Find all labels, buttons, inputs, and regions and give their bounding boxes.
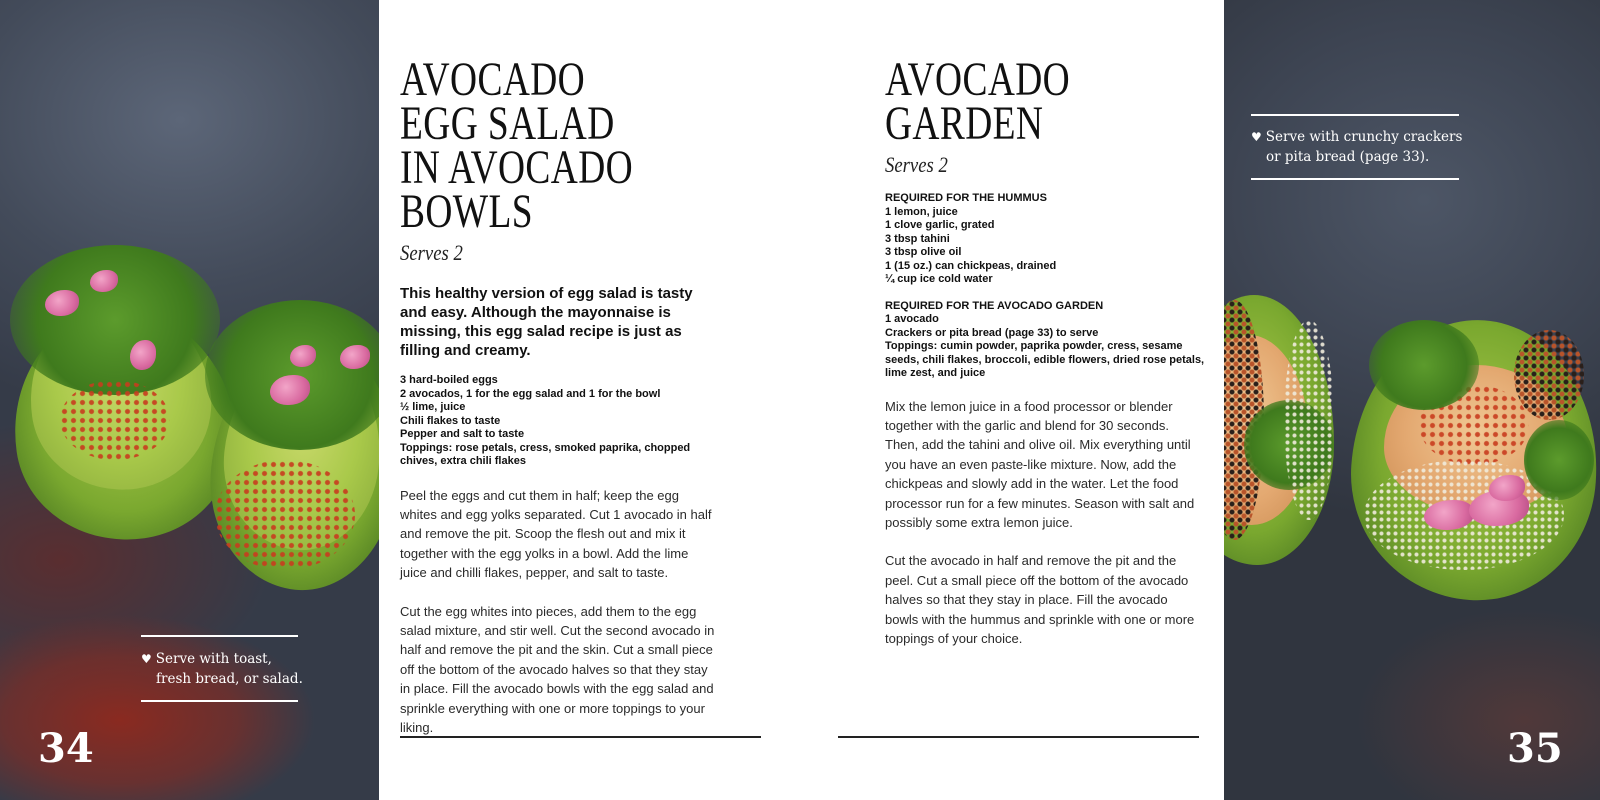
right-recipe-page: [809, 0, 1224, 800]
ingredient-item: 1 clove garlic, grated: [885, 219, 995, 231]
cress-topping-image: [1369, 320, 1479, 410]
heart-icon: ♥: [1251, 130, 1262, 144]
ingredient-item: 3 hard-boiled eggs: [400, 374, 498, 386]
ingredient-item: Toppings: cumin powder, paprika powder, cress, sesame seeds, chili flakes, broccoli, edible flowers, dried rose petals, lime zest, and juice: [885, 340, 1205, 379]
method-step: Cut the egg whites into pieces, add them to the egg salad mixture, and stir well. Cut the second avocado in half and remove the pit and the skin. Cut a small piece off the bottom of the avocado halves so that they stay in place. Fill the avocado bowls with the egg salad and sprinkle everything with one or more toppings to your liking.: [400, 603, 715, 735]
title-line: EGG SALAD: [400, 97, 615, 150]
ingredient-item: ¼ cup ice cold water: [885, 273, 993, 285]
ingredient-item: 3 tbsp tahini: [885, 232, 950, 245]
ingredient-item: Toppings: rose petals, cress, smoked paprika, chopped chives, extra chili flakes: [400, 441, 691, 467]
tip-line: Serve with crunchy crackers: [1265, 129, 1463, 145]
method-step: Mix the lemon juice in a food processor or blender together with the garlic and blend for 30 seconds. Then, add the tahini and olive oil. Mix everything until you have an even paste-like mixture. Now, add the chickpeas and slowly add in the water. Let the food processor run for a few minutes. Season with salt and possibly some extra lemon juice.: [885, 398, 1195, 530]
ingredient-item: 1 avocado: [885, 313, 939, 325]
hummus-ingredient-list: [885, 192, 1205, 287]
left-photo-egg-salad-avocados: [0, 0, 379, 800]
serves-count: Serves 2: [400, 240, 463, 265]
title-line: BOWLS: [400, 185, 533, 238]
broccoli-topping-image: [1524, 420, 1594, 500]
cress-topping-image: [10, 245, 220, 395]
page-bottom-rule: [400, 736, 761, 738]
title-line: IN AVOCADO: [400, 141, 634, 194]
title-line: AVOCADO: [400, 53, 586, 106]
title-line: GARDEN: [885, 97, 1044, 150]
tip-top-rule: [141, 635, 298, 637]
ingredient-item: 3 tbsp olive oil: [885, 246, 962, 258]
hummus-heading: REQUIRED FOR THE HUMMUS: [885, 192, 1047, 204]
ingredient-item: 1 lemon, juice: [885, 205, 958, 218]
ingredient-item: ½ lime, juice: [400, 401, 466, 413]
right-photo-avocado-garden: [1224, 0, 1600, 800]
garden-ingredient-list: [885, 300, 1205, 381]
ingredient-item: Chili flakes to taste: [400, 414, 501, 427]
sesame-topping-image: [1284, 320, 1334, 520]
garden-heading: REQUIRED FOR THE AVOCADO GARDEN: [885, 299, 1104, 312]
tip-bottom-rule: [1251, 178, 1459, 180]
serving-tip: [141, 649, 311, 689]
method-step: Peel the eggs and cut them in half; keep the egg whites and egg yolks separated. Cut 1 avocado in half and remove the pit. Scoop the flesh out and mix it together with the egg yolks in a bowl. Add the lime juice and chilli flakes, pepper, and salt to taste.: [400, 487, 712, 581]
tip-line: or pita bread (page 33).: [1266, 149, 1430, 165]
ingredient-list: [400, 374, 720, 469]
ingredient-item: Pepper and salt to taste: [400, 428, 525, 440]
recipe-intro: This healthy version of egg salad is tasty and easy. Although the mayonnaise is missing, this egg salad recipe is just as filling and creamy.: [400, 285, 693, 359]
serves-count: Serves 2: [885, 152, 948, 177]
ingredient-item: 1 (15 oz.) can chickpeas, drained: [885, 259, 1057, 272]
chili-flakes-image: [60, 380, 170, 460]
recipe-title: [400, 53, 809, 238]
ingredient-item: Crackers or pita bread (page 33) to serve: [885, 326, 1099, 339]
page-bottom-rule: [838, 736, 1199, 738]
ingredient-item: 2 avocados, 1 for the egg salad and 1 for the bowl: [400, 387, 661, 400]
page-number: 34: [38, 725, 94, 772]
tip-bottom-rule: [141, 700, 298, 702]
left-recipe-page: [379, 0, 809, 800]
tip-line: fresh bread, or salad.: [156, 671, 303, 687]
tip-line: Serve with toast,: [155, 651, 272, 667]
recipe-title: [885, 53, 1224, 150]
page-number: 35: [1507, 725, 1563, 772]
serving-tip: [1251, 127, 1476, 167]
tip-top-rule: [1251, 114, 1459, 116]
title-line: AVOCADO: [885, 53, 1071, 106]
heart-icon: ♥: [141, 652, 152, 666]
chili-flakes-image: [215, 460, 355, 570]
chili-flakes-image: [1514, 330, 1584, 420]
method-step: Cut the avocado in half and remove the pit and the peel. Cut a small piece off the bottom of the avocado halves so that they stay in place. Fill the avocado bowls with the hummus and sprinkle with one or more toppings of your choice.: [885, 553, 1195, 646]
